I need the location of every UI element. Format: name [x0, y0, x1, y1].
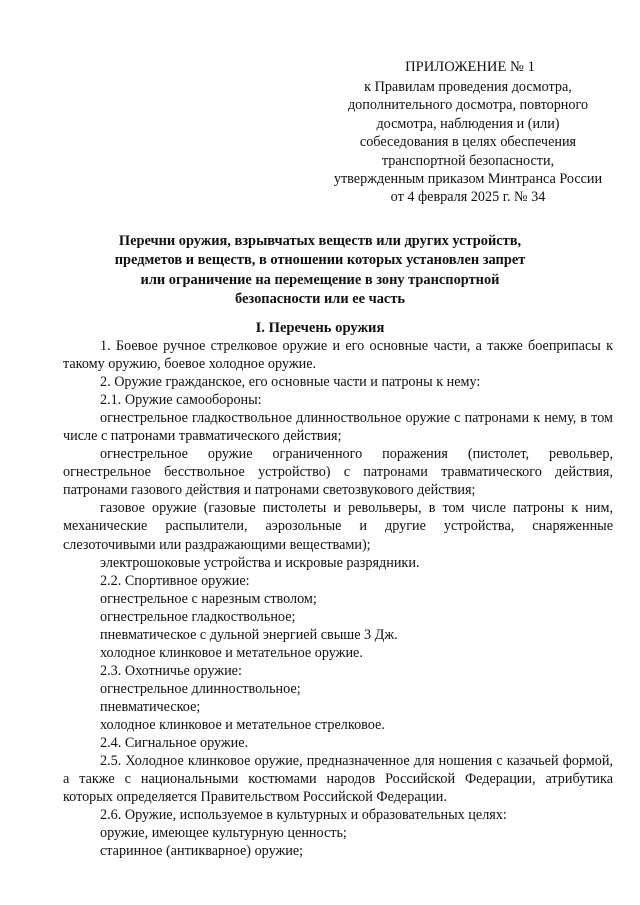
appendix-line: дополнительного досмотра, повторного [347, 97, 589, 114]
paragraph: 2.3. Охотничье оружие: [100, 662, 242, 679]
paragraph: огнестрельное оружие ограниченного поражения (пистолет, револьвер, огнестрельное бесствольное устройство) с патронами травматического действия, патронами газового действия и патронами светозвукового действия; [63, 446, 613, 499]
paragraph: огнестрельное длинноствольное; [100, 680, 301, 697]
appendix-line: к Правилам проведения досмотра, [364, 79, 572, 95]
paragraph: электрошоковые устройства и искровые разрядники. [100, 554, 420, 571]
document-body [63, 337, 613, 860]
paragraph: 1. Боевое ручное стрелковое оружие и его основные части, а также боеприпасы к такому оружию, боевое холодное оружие. [63, 338, 613, 373]
paragraph: 2.6. Оружие, используемое в культурных и образовательных целях: [100, 807, 507, 824]
heading-line: Перечни оружия, взрывчатых веществ или других устройств, [118, 233, 522, 249]
document-heading [95, 232, 545, 309]
paragraph: пневматическое с дульной энергией свыше 3 Дж. [100, 626, 398, 643]
appendix-title: ПРИЛОЖЕНИЕ № 1 [405, 59, 535, 75]
appendix-line: утвержденным приказом Минтранса России [333, 171, 603, 188]
heading-line: предметов и веществ, в отношении которых установлен запрет [114, 252, 526, 269]
paragraph: оружие, имеющее культурную ценность; [100, 825, 347, 842]
appendix-line: транспортной безопасности, [381, 152, 555, 169]
paragraph: огнестрельное с нарезным стволом; [100, 590, 317, 607]
appendix-line: собеседования в целях обеспечения [359, 134, 577, 151]
paragraph: 2.2. Спортивное оружие: [100, 572, 250, 589]
paragraph: огнестрельное гладкоствольное; [100, 608, 296, 625]
appendix-line: от 4 февраля 2025 г. № 34 [390, 189, 546, 206]
paragraph: 2.5. Холодное клинковое оружие, предназначенное для ношения с казачьей формой, а также с национальными костюмами народов Российской Федерации, атрибутика которых определяется Правительством Российской Федерации. [63, 753, 613, 806]
section-title: I. Перечень оружия [255, 320, 385, 336]
paragraph: холодное клинковое и метательное стрелковое. [100, 716, 385, 733]
heading-line: безопасности или ее часть [235, 290, 405, 307]
paragraph: 2. Оружие гражданское, его основные части и патроны к нему: [100, 374, 481, 391]
appendix-line: досмотра, наблюдения и (или) [376, 115, 560, 132]
heading-line: или ограничение на перемещение в зону транспортной [140, 271, 500, 288]
paragraph: пневматическое; [100, 698, 201, 715]
paragraph: 2.4. Сигнальное оружие. [100, 735, 249, 752]
appendix-reference [318, 78, 618, 207]
paragraph: старинное (антикварное) оружие; [100, 843, 304, 860]
paragraph: 2.1. Оружие самообороны: [100, 392, 262, 409]
paragraph: газовое оружие (газовые пистолеты и револьверы, в том числе патроны к ним, механические распылители, аэрозольные и другие устройства, снаряженные слезоточивыми или раздражающими веществами); [63, 500, 613, 553]
paragraph: огнестрельное гладкоствольное длинноствольное оружие с патронами к нему, в том числе с патронами травматического действия; [63, 410, 613, 445]
paragraph: холодное клинковое и метательное оружие. [100, 644, 363, 661]
